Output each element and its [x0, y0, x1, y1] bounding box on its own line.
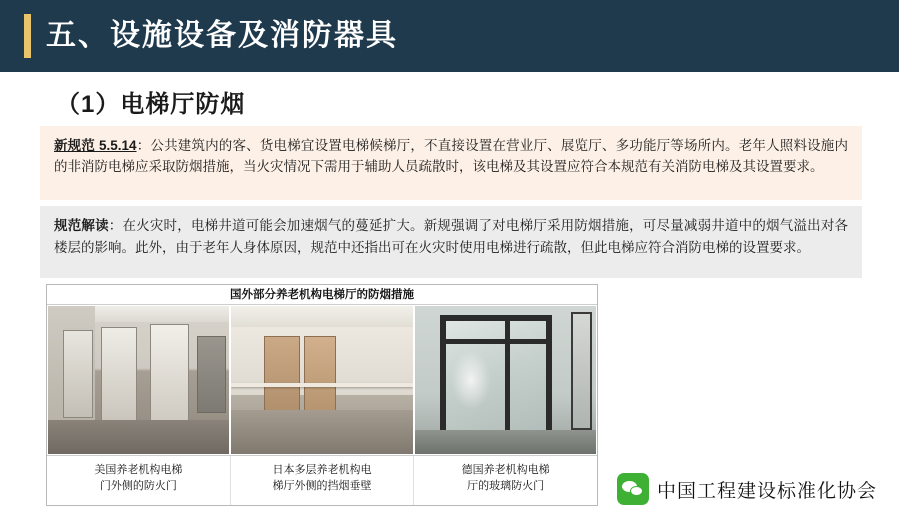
- photo3-light-glare: [451, 350, 491, 409]
- slide-header: [0, 0, 899, 72]
- header-accent-bar: [24, 14, 31, 58]
- photo2-floor: [231, 410, 412, 454]
- photo3-floor: [415, 430, 596, 454]
- photo1-door-a: [63, 330, 94, 419]
- photo-caption-japan-line2: 梯厅外侧的挡烟垂壁: [272, 480, 372, 492]
- photo1-door-b: [101, 327, 137, 422]
- photo3-side-panel: [571, 312, 593, 430]
- new-code-clause: 5.5.14: [98, 138, 137, 153]
- new-code-label: 新规范: [54, 138, 96, 153]
- photo-caption-us-line2: 门外侧的防火门: [99, 480, 177, 492]
- photo-row: [47, 305, 597, 455]
- germany-glass-fire-door-photo: [415, 306, 596, 454]
- interpretation-label: 规范解读: [54, 218, 109, 233]
- photo-caption-us: [47, 456, 231, 505]
- figure-title: 国外部分养老机构电梯厅的防烟措施: [47, 285, 597, 305]
- photo2-handrail: [231, 383, 412, 387]
- us-elevator-fire-door-photo: [48, 306, 229, 454]
- photo-caption-japan: [231, 456, 415, 505]
- wechat-account-name: 中国工程建设标准化协会: [656, 480, 877, 502]
- photo3-mullion: [505, 315, 510, 439]
- photo-caption-japan-line1: 日本多层养老机构电: [272, 464, 372, 476]
- photo1-elevator: [197, 336, 226, 413]
- photo-caption-germany: [414, 456, 597, 505]
- figure-panel: [46, 284, 598, 506]
- new-code-box: [40, 126, 862, 200]
- photo2-ceiling: [231, 306, 412, 327]
- japan-smoke-curtain-photo: [231, 306, 412, 454]
- interpretation-paragraph: [54, 215, 848, 259]
- wechat-icon-bubble-small: [630, 486, 643, 496]
- photo2-wood-panel-a: [264, 336, 300, 413]
- photo1-door-c: [150, 324, 190, 422]
- photo-caption-row: [47, 455, 597, 505]
- new-code-paragraph: [54, 135, 848, 177]
- page-title: 五、设施设备及消防器具: [46, 19, 398, 52]
- section-subtitle: （1）电梯厅防烟: [56, 91, 246, 118]
- photo-caption-germany-line1: 德国养老机构电梯: [461, 464, 550, 476]
- photo3-transom: [440, 339, 552, 344]
- wechat-icon: [617, 473, 649, 505]
- interpretation-box: [40, 206, 862, 278]
- photo2-wood-panel-b: [304, 336, 337, 413]
- wechat-footer: [617, 473, 877, 505]
- interpretation-text: ：在火灾时，电梯井道可能会加速烟气的蔓延扩大。新规强调了对电梯厅采用防烟措施，可尽量减弱井道中的烟气溢出对各楼层的影响。此外，由于老年人身体原因，规范中还指出可在火灾时使用电梯进行疏散，但此电梯应符合消防电梯的设置要求。: [54, 218, 849, 255]
- photo-caption-germany-line2: 厅的玻璃防火门: [467, 480, 545, 492]
- new-code-text: ：公共建筑内的客、货电梯宜设置电梯候梯厅，不直接设置在营业厅、展览厅、多功能厅等场所内。老年人照料设施内的非消防电梯应采取防烟措施，当火灾情况下需用于辅助人员疏散时，该电梯及其设置应符合本规范有关消防电梯及其设置要求。: [54, 138, 848, 174]
- photo-caption-us-line1: 美国养老机构电梯: [94, 464, 183, 476]
- photo1-floor: [48, 420, 229, 454]
